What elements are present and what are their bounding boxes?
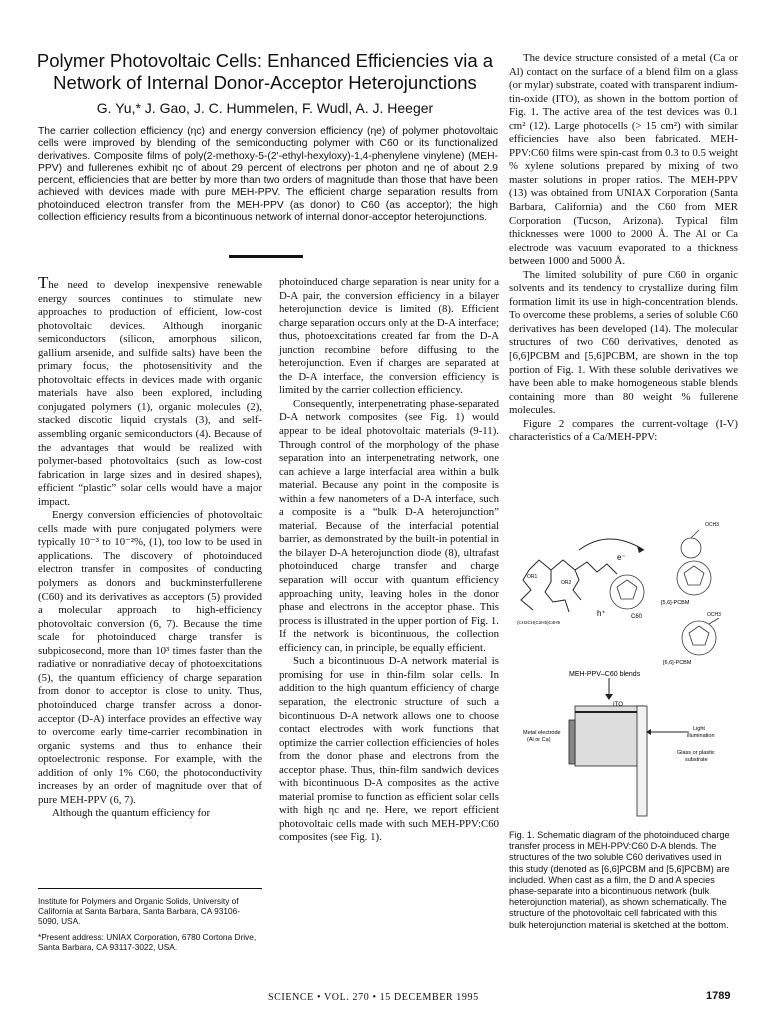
- device-stack: [569, 706, 647, 816]
- figure-1-diagram: [509, 520, 734, 825]
- paragraph: The device structure consisted of a metal (Ca or Al) contact on the surface of a blend film on a glass (or mylar) substrate, coated with transparent indium-tin-oxide (ITO), as shown in the bottom portion of Fig. 1. The active area of the test devices was 0.1 cm² (12). Large photocells (> 15 cm²) with similar efficiencies have also been fabricated. MEH-PPV:C60 films were spin-cast from 0.3 to 0.5 weight % xylene solutions prepared by mixing of two master solutions in proper ratios. The MEH-PPV (13) was obtained from UNIAX Corporation (Santa Barbara, California) and the C60 from MER Corporation (Tucson, Arizona). Typical film thicknesses were 1000 to 2000 Å. The Al or Ca electrode was vacuum evaporated to a thickness between 1000 and 5000 Å.: [509, 52, 738, 268]
- text-column-2: [279, 276, 499, 845]
- electrode-label-sub: (Al or Ca): [527, 737, 551, 743]
- light-label: Light: [693, 726, 705, 732]
- hole-label: h⁺: [597, 609, 606, 618]
- paragraph: The limited solubility of pure C60 in organic solvents and its tendency to crystallize during film formation limit its use in high-concentration blends. To overcome these problems, a series of soluble C60 derivatives has been developed (14). The molecular structures of two C60 derivatives, denoted as [6,6]PCBM and [5,6]PCBM, are shown in the top portion of Fig. 1. With these soluble derivatives we have been able to make homogeneous stable blends containing more than 80 weight % fullerene molecules.: [509, 268, 738, 417]
- paragraph: Consequently, interpenetrating phase-separated D-A network composites (see Fig. 1) would appear to be ideal photovoltaic materials (9-11). Through control of the morphology of the phase separation into an interpenetrating network, one can achieve a large interfacial area within a bulk material. Because any point in the composite is within a few nanometers of a D-A interface, such a composite is a “bulk D-A heterojunction” material. Because of the interfacial potential barrier, as demonstrated by the built-in potential in the bilayer D-A heterojunction diode (8), ultrafast photoinduced charge transfer and charge separation will occur with quantum efficiency approaching unity, leaving holes in the donor phase and electrons in the acceptor phase. This process is illustrated in the upper portion of Fig. 1. If the network is bicontinuous, the collection efficiency can, in principle, be equally efficient.: [279, 397, 499, 654]
- glass-substrate: [637, 706, 647, 816]
- polymer-chain-structure: [521, 560, 617, 612]
- or2-label: OR2: [561, 580, 572, 586]
- substrate-label: Glass or plastic: [677, 750, 715, 756]
- drop-cap: T: [38, 273, 49, 292]
- article-title: Polymer Photovoltaic Cells: Enhanced Efficiencies via a Network of Internal Donor-Acceptor Heterojunctions: [36, 50, 494, 93]
- och3-label: OCH3: [705, 522, 719, 528]
- paragraph: photoinduced charge separation is near unity for a D-A pair, the conversion efficiency in a bilayer heterojunction device is limited (8). Efficient charge separation occurs only at the D-A interface; thus, photoexcitations created far from the D-A junction recombine before diffusing to the heterojunction. Even if charges are separated at the D-A interface, the conversion efficiency is limited by the carrier collection efficiency.: [279, 276, 499, 397]
- text-column-3: [509, 52, 738, 445]
- down-arrow-head: [605, 694, 613, 700]
- polymer-substituent-label: (CH2CH(C2H5)C4H9: [517, 620, 561, 625]
- ito-label: ITO: [613, 702, 623, 708]
- c60-molecule: [610, 575, 644, 609]
- c60-label: C60: [631, 614, 643, 620]
- pcbm-56-label: [5,6]-PCBM: [661, 600, 690, 606]
- footnote-divider: [38, 888, 262, 889]
- pcbm-56-molecule: [677, 530, 711, 595]
- electrode-label: Metal electrode: [523, 730, 561, 736]
- page-number: 1789: [706, 990, 731, 1002]
- active-layer: [575, 706, 645, 766]
- abstract: The carrier collection efficiency (ηc) and energy conversion efficiency (ηe) of polymer photovoltaic cells were improved by blending of the semiconducting polymer with C60 or its functionalized derivatives. Composite films of poly(2-methoxy-5-(2'-ethyl-hexyloxy)-1,4-phenylene vinylene) (MEH-PPV) and fullerenes exhibit ηc of about 29 percent of electrons per photon and ηe of about 2.9 percent, efficiencies that are better by more than two orders of magnitude than those that have been achieved with devices made with pure MEH-PPV. The efficient charge separation results from photoinduced electron transfer from the MEH-PPV (as donor) to C60 (as acceptor); the high collection efficiency results from a bicontinuous network of internal donor-acceptor heterojunctions.: [38, 126, 498, 224]
- text-column-1: [38, 273, 262, 821]
- blends-label: MEH-PPV–C60 blends: [569, 671, 641, 678]
- electron-label: e⁻: [617, 553, 626, 562]
- substrate-label-sub: substrate: [685, 757, 708, 763]
- light-label-sub: illumination: [687, 733, 715, 739]
- paragraph: Energy conversion efficiencies of photovoltaic cells made with pure conjugated polymers were typically 10⁻³ to 10⁻²%, (1), too low to be used in applications. The discovery of photoinduced electron transfer in composites of conducting polymers as donors and buckminsterfullerene (C60) and its derivatives as acceptors (5) provided a molecular approach to high-efficiency photovoltaic conversion (6, 7). Because the time scale for photoinduced charge transfer is subpicosecond, more than 10³ times faster than the radiative or nonradiative decay of photoexcitations (5), the quantum efficiency of charge separation from donor to acceptor is close to unity. Thus, photoinduced charge transfer across a donor-acceptor (D-A) interface provides an effective way to overcome early time-carrier recombination in organic systems and thus to enhance their optoelectronic response. For example, with the addition of only 1% C60, the photoconductivity increases by an order of magnitude over that of pure MEH-PPV (6, 7).: [38, 509, 262, 806]
- paragraph: The need to develop inexpensive renewable energy sources continues to stimulate new approaches to production of efficient, low-cost photovoltaic devices. Although inorganic semiconductors (silicon, amorphous silicon, gallium arsenide, and sulfide salts) have been the primary focus, the photosensitivity and the photovoltaic effects in devices made with organic materials have also been explored, including conjugated polymers (1), organic molecules (2), stacked discotic liquid crystals (3), and self-assembling organic semiconductors (4). Because of the advantages that would be realized with polymer-based photovoltaics (such as low-cost fabrication in large sizes and in desired shapes), efficient “plastic” solar cells would have a major impact.: [38, 273, 262, 508]
- electron-transfer-arrow: [579, 539, 644, 550]
- arrow-head: [637, 546, 644, 553]
- figure-caption: Fig. 1. Schematic diagram of the photoinduced charge transfer process in MEH-PPV:C60 D-A blends. The structures of the two soluble C60 derivatives used in this study (denoted as [6,6]PCBM and [5,6]PCBM) are included. When cast as a film, the D and A species phase-separate into a bicontinuous network (bulk heterojunction material), as shown schematically. The structure of the photovoltaic cell fabricated with this bulk heterojunction material is sketched at the bottom.: [509, 830, 730, 930]
- paragraph: Figure 2 compares the current-voltage (I-V) characteristics of a Ca/MEH-PPV:: [509, 417, 738, 444]
- paragraph: Although the quantum efficiency for: [52, 807, 211, 820]
- pcbm-66-molecule: [682, 618, 719, 655]
- present-address-footnote: *Present address: UNIAX Corporation, 6780 Cortona Drive, Santa Barbara, CA 93117-3022, USA.: [38, 932, 257, 952]
- och3-label-2: OCH3: [707, 612, 721, 618]
- or1-label: OR1: [527, 574, 538, 580]
- journal-footer: SCIENCE • VOL. 270 • 15 DECEMBER 1995: [268, 992, 479, 1003]
- abstract-divider: [229, 255, 303, 258]
- metal-electrode: [569, 720, 575, 764]
- author-list: G. Yu,* J. Gao, J. C. Hummelen, F. Wudl, A. J. Heeger: [96, 100, 434, 116]
- affiliation-footnote: Institute for Polymers and Organic Solids, University of California at Santa Barbara, Santa Barbara, CA 93106-5090, USA.: [38, 896, 241, 926]
- paragraph: Such a bicontinuous D-A network material is promising for use in thin-film solar cells. In addition to the high quantum efficiency of charge separation, the electronic structure of such a bicontinuous D-A network allows one to choose contact electrodes with work functions that optimize the carrier collection efficiencies of holes from the donor phase and electrons from the acceptor phase. Thus, thin-film sandwich devices with bicontinuous D-A composites as the active material promise to function as efficient solar cells with high ηc and ηe. Here, we report efficient photovoltaic cells made with such MEH-PPV:C60 composites (see Fig. 1).: [279, 655, 499, 844]
- pcbm-66-label: [6,6]-PCBM: [663, 660, 692, 666]
